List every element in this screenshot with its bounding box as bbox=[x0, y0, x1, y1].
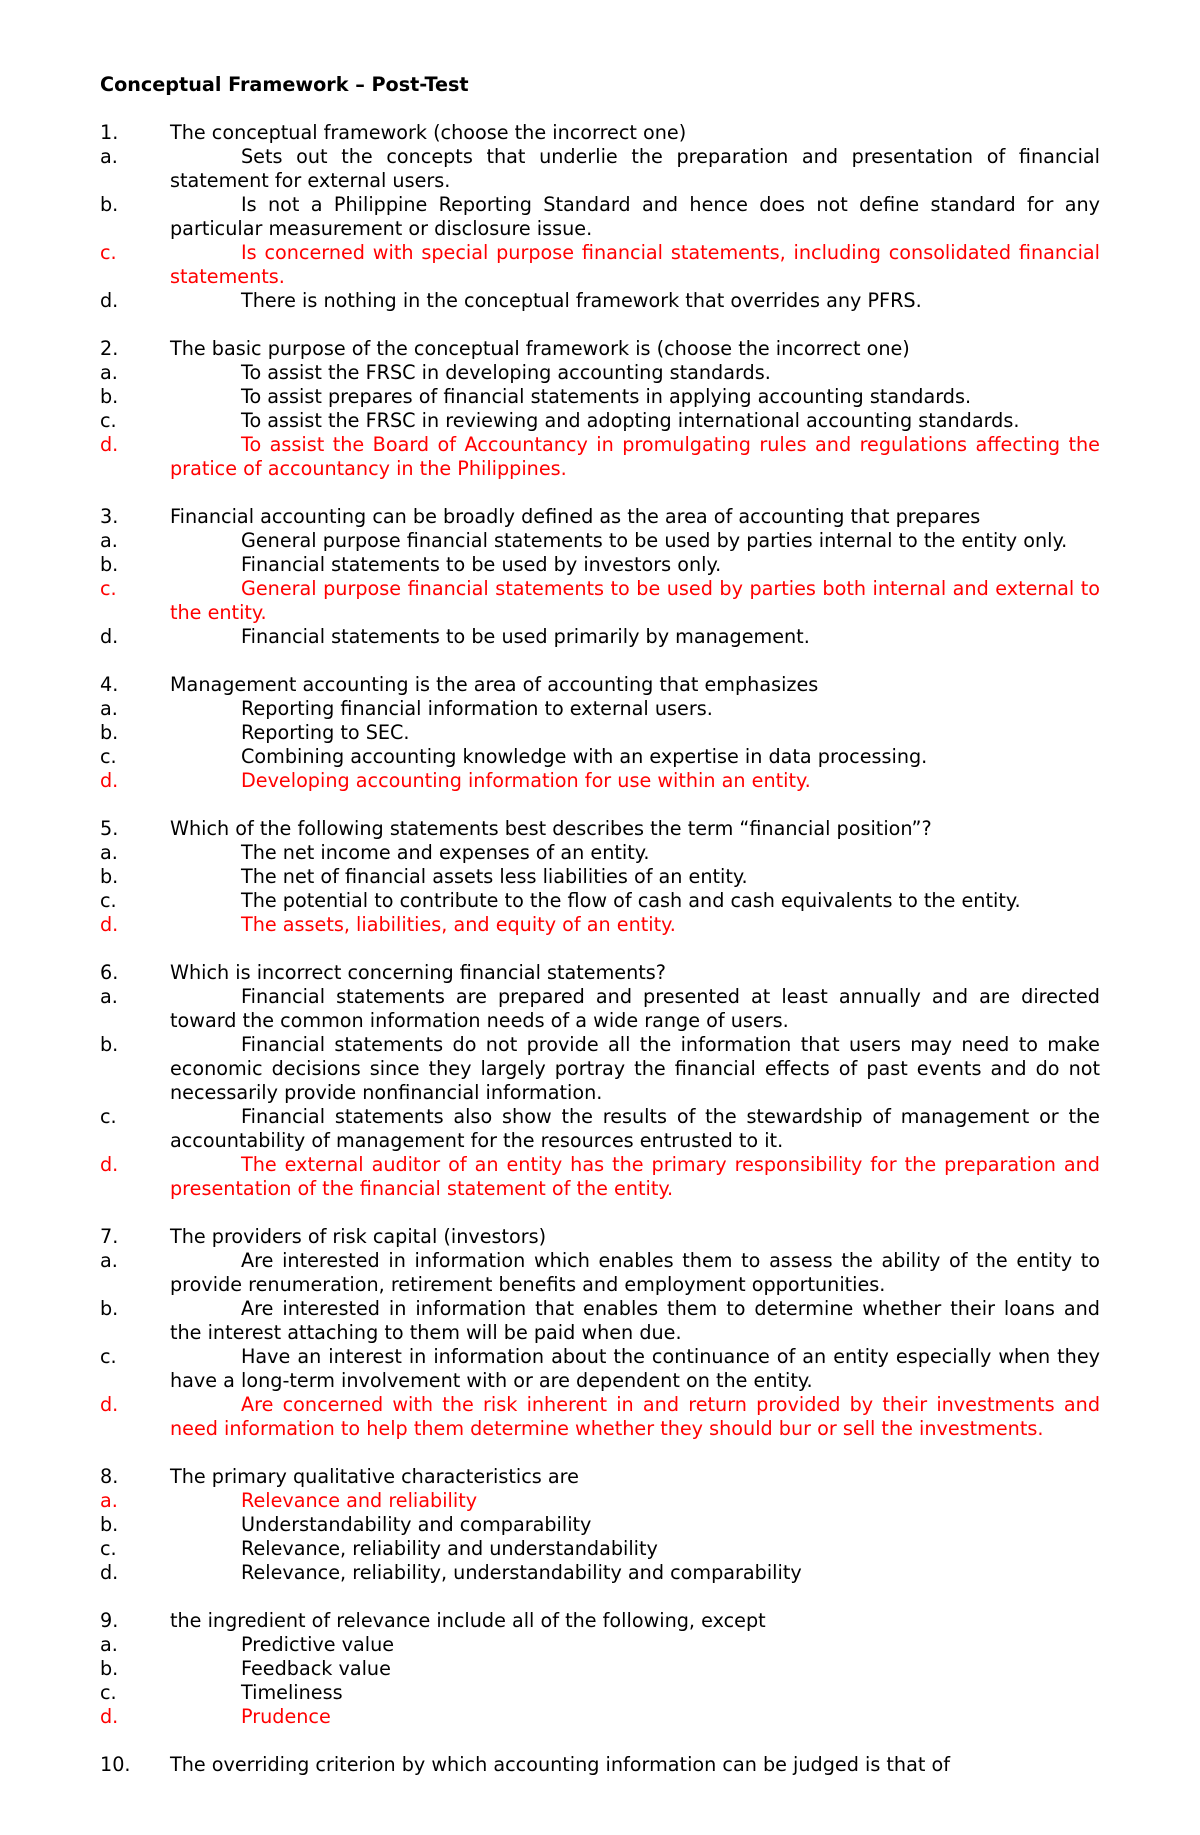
option-letter: c. bbox=[100, 241, 117, 264]
answer-option-correct bbox=[100, 913, 1100, 937]
option-letter: b. bbox=[100, 1513, 119, 1536]
option-letter: a. bbox=[100, 529, 118, 552]
answer-option bbox=[100, 361, 1100, 385]
question-stem bbox=[100, 673, 1100, 697]
option-letter: a. bbox=[100, 985, 118, 1008]
question-stem bbox=[100, 817, 1100, 841]
option-text: The net of financial assets less liabilities of an entity. bbox=[241, 865, 748, 888]
answer-option-correct bbox=[100, 1153, 1100, 1201]
option-text: Are interested in information which enables them to assess the ability of the entity to provide renumeration, retirement benefits and employment opportunities. bbox=[170, 1249, 1100, 1296]
question-stem bbox=[100, 1225, 1100, 1249]
option-letter: c. bbox=[100, 889, 117, 912]
answer-option bbox=[100, 553, 1100, 577]
question-text: The basic purpose of the conceptual framework is (choose the incorrect one) bbox=[170, 337, 910, 360]
question-stem bbox=[100, 961, 1100, 985]
option-letter: b. bbox=[100, 1297, 119, 1320]
question-text: Which is incorrect concerning financial statements? bbox=[170, 961, 666, 984]
option-letter: c. bbox=[100, 1345, 117, 1368]
question-number: 6. bbox=[100, 961, 119, 984]
option-letter: c. bbox=[100, 745, 117, 768]
answer-option bbox=[100, 1681, 1100, 1705]
option-text: Have an interest in information about the continuance of an entity especially when they have a long-term involvement with or are dependent on the entity. bbox=[170, 1345, 1100, 1392]
question-stem bbox=[100, 1609, 1100, 1633]
option-letter: d. bbox=[100, 1153, 119, 1176]
question-stem bbox=[100, 505, 1100, 529]
option-text: Is concerned with special purpose financial statements, including consolidated financial statements. bbox=[170, 241, 1100, 288]
answer-option bbox=[100, 1561, 1100, 1585]
option-text: Prudence bbox=[241, 1705, 331, 1728]
answer-option bbox=[100, 1105, 1100, 1153]
option-text: Financial statements do not provide all the information that users may need to make economic decisions since they largely portray the financial effects of past events and do not necessarily provide nonfinancial information. bbox=[170, 1033, 1100, 1104]
question-stem bbox=[100, 121, 1100, 145]
answer-option bbox=[100, 529, 1100, 553]
question-number: 9. bbox=[100, 1609, 119, 1632]
option-text: Reporting financial information to external users. bbox=[241, 697, 713, 720]
answer-option bbox=[100, 697, 1100, 721]
option-letter: d. bbox=[100, 769, 119, 792]
question-list bbox=[100, 121, 1100, 1777]
option-text: Relevance, reliability, understandability and comparability bbox=[241, 1561, 802, 1584]
option-letter: c. bbox=[100, 1537, 117, 1560]
option-letter: d. bbox=[100, 1705, 119, 1728]
option-letter: a. bbox=[100, 361, 118, 384]
question-number: 2. bbox=[100, 337, 119, 360]
question-item bbox=[100, 817, 1100, 937]
document-title: Conceptual Framework – Post-Test bbox=[100, 73, 469, 96]
question-item bbox=[100, 121, 1100, 313]
option-text: Are interested in information that enables them to determine whether their loans and the interest attaching to them will be paid when due. bbox=[170, 1297, 1100, 1344]
question-stem bbox=[100, 1465, 1100, 1489]
answer-option bbox=[100, 1297, 1100, 1345]
option-letter: b. bbox=[100, 385, 119, 408]
option-text: Financial statements to be used primarily by management. bbox=[241, 625, 810, 648]
question-item bbox=[100, 1225, 1100, 1441]
answer-option bbox=[100, 1249, 1100, 1297]
answer-option bbox=[100, 193, 1100, 241]
question-stem bbox=[100, 1753, 1100, 1777]
answer-option bbox=[100, 1345, 1100, 1393]
answer-option bbox=[100, 1657, 1100, 1681]
answer-option bbox=[100, 841, 1100, 865]
option-letter: d. bbox=[100, 1393, 119, 1416]
answer-option bbox=[100, 409, 1100, 433]
question-text: The conceptual framework (choose the incorrect one) bbox=[170, 121, 687, 144]
option-letter: d. bbox=[100, 913, 119, 936]
option-letter: b. bbox=[100, 193, 119, 216]
option-letter: b. bbox=[100, 721, 119, 744]
question-number: 5. bbox=[100, 817, 119, 840]
option-letter: b. bbox=[100, 1033, 119, 1056]
option-letter: a. bbox=[100, 841, 118, 864]
answer-option-correct bbox=[100, 241, 1100, 289]
option-letter: b. bbox=[100, 1657, 119, 1680]
question-number: 3. bbox=[100, 505, 119, 528]
option-text: Relevance, reliability and understandability bbox=[241, 1537, 658, 1560]
answer-option bbox=[100, 1513, 1100, 1537]
option-letter: a. bbox=[100, 1249, 118, 1272]
option-letter: d. bbox=[100, 433, 119, 456]
answer-option bbox=[100, 1537, 1100, 1561]
question-text: The providers of risk capital (investors) bbox=[170, 1225, 547, 1248]
question-number: 4. bbox=[100, 673, 119, 696]
option-letter: c. bbox=[100, 1681, 117, 1704]
question-text: Financial accounting can be broadly defined as the area of accounting that prepares bbox=[170, 505, 981, 528]
option-letter: a. bbox=[100, 1489, 118, 1512]
question-stem bbox=[100, 337, 1100, 361]
question-item bbox=[100, 337, 1100, 481]
option-text: Relevance and reliability bbox=[241, 1489, 478, 1512]
answer-option bbox=[100, 889, 1100, 913]
answer-option bbox=[100, 1033, 1100, 1105]
option-letter: a. bbox=[100, 1633, 118, 1656]
answer-option bbox=[100, 385, 1100, 409]
answer-option bbox=[100, 985, 1100, 1033]
question-item bbox=[100, 673, 1100, 793]
question-item bbox=[100, 1609, 1100, 1729]
question-text: Management accounting is the area of accounting that emphasizes bbox=[170, 673, 819, 696]
option-letter: c. bbox=[100, 577, 117, 600]
option-text: The net income and expenses of an entity. bbox=[241, 841, 650, 864]
option-text: Reporting to SEC. bbox=[241, 721, 410, 744]
question-text: The primary qualitative characteristics are bbox=[170, 1465, 579, 1488]
option-text: Are concerned with the risk inherent in and return provided by their investments and need information to help them determine whether they should bur or sell the investments. bbox=[170, 1393, 1100, 1440]
option-letter: a. bbox=[100, 697, 118, 720]
answer-option bbox=[100, 145, 1100, 193]
question-item bbox=[100, 961, 1100, 1201]
option-text: Timeliness bbox=[241, 1681, 343, 1704]
option-letter: d. bbox=[100, 625, 119, 648]
option-letter: a. bbox=[100, 145, 118, 168]
option-letter: d. bbox=[100, 289, 119, 312]
question-number: 8. bbox=[100, 1465, 119, 1488]
question-item bbox=[100, 1753, 1100, 1777]
option-letter: b. bbox=[100, 865, 119, 888]
option-text: Developing accounting information for use within an entity. bbox=[241, 769, 811, 792]
answer-option-correct bbox=[100, 1393, 1100, 1441]
option-letter: c. bbox=[100, 409, 117, 432]
answer-option bbox=[100, 289, 1100, 313]
option-text: Is not a Philippine Reporting Standard and hence does not define standard for any particular measurement or disclosure issue. bbox=[170, 193, 1100, 240]
option-text: Financial statements to be used by investors only. bbox=[241, 553, 722, 576]
option-text: To assist the Board of Accountancy in promulgating rules and regulations affecting the pratice of accountancy in the Philippines. bbox=[170, 433, 1100, 480]
question-text: Which of the following statements best describes the term “financial position”? bbox=[170, 817, 932, 840]
question-number: 7. bbox=[100, 1225, 119, 1248]
option-text: There is nothing in the conceptual framework that overrides any PFRS. bbox=[241, 289, 922, 312]
option-text: The assets, liabilities, and equity of an entity. bbox=[241, 913, 676, 936]
option-text: Feedback value bbox=[241, 1657, 391, 1680]
option-letter: b. bbox=[100, 553, 119, 576]
option-text: To assist the FRSC in developing accounting standards. bbox=[241, 361, 771, 384]
option-text: Combining accounting knowledge with an expertise in data processing. bbox=[241, 745, 928, 768]
option-letter: d. bbox=[100, 1561, 119, 1584]
answer-option bbox=[100, 1633, 1100, 1657]
answer-option bbox=[100, 625, 1100, 649]
answer-option-correct bbox=[100, 769, 1100, 793]
question-item bbox=[100, 505, 1100, 649]
option-text: The potential to contribute to the flow of cash and cash equivalents to the entity. bbox=[241, 889, 1021, 912]
answer-option-correct bbox=[100, 1489, 1100, 1513]
option-letter: c. bbox=[100, 1105, 117, 1128]
option-text: Understandability and comparability bbox=[241, 1513, 592, 1536]
question-item bbox=[100, 1465, 1100, 1585]
answer-option bbox=[100, 865, 1100, 889]
answer-option-correct bbox=[100, 433, 1100, 481]
option-text: Financial statements are prepared and presented at least annually and are directed toward the common information needs of a wide range of users. bbox=[170, 985, 1100, 1032]
answer-option-correct bbox=[100, 577, 1100, 625]
question-number: 1. bbox=[100, 121, 119, 144]
option-text: To assist the FRSC in reviewing and adopting international accounting standards. bbox=[241, 409, 1020, 432]
question-text: The overriding criterion by which accounting information can be judged is that of bbox=[170, 1753, 950, 1776]
option-text: General purpose financial statements to be used by parties internal to the entity only. bbox=[241, 529, 1068, 552]
answer-option bbox=[100, 745, 1100, 769]
option-text: Sets out the concepts that underlie the preparation and presentation of financial statement for external users. bbox=[170, 145, 1100, 192]
option-text: The external auditor of an entity has the primary responsibility for the preparation and presentation of the financial statement of the entity. bbox=[170, 1153, 1100, 1200]
option-text: Financial statements also show the results of the stewardship of management or the accountability of management for the resources entrusted to it. bbox=[170, 1105, 1100, 1152]
question-number: 10. bbox=[100, 1753, 131, 1776]
option-text: Predictive value bbox=[241, 1633, 395, 1656]
answer-option bbox=[100, 721, 1100, 745]
answer-option-correct bbox=[100, 1705, 1100, 1729]
option-text: To assist prepares of financial statements in applying accounting standards. bbox=[241, 385, 972, 408]
option-text: General purpose financial statements to be used by parties both internal and external to the entity. bbox=[170, 577, 1100, 624]
question-text: the ingredient of relevance include all of the following, except bbox=[170, 1609, 766, 1632]
